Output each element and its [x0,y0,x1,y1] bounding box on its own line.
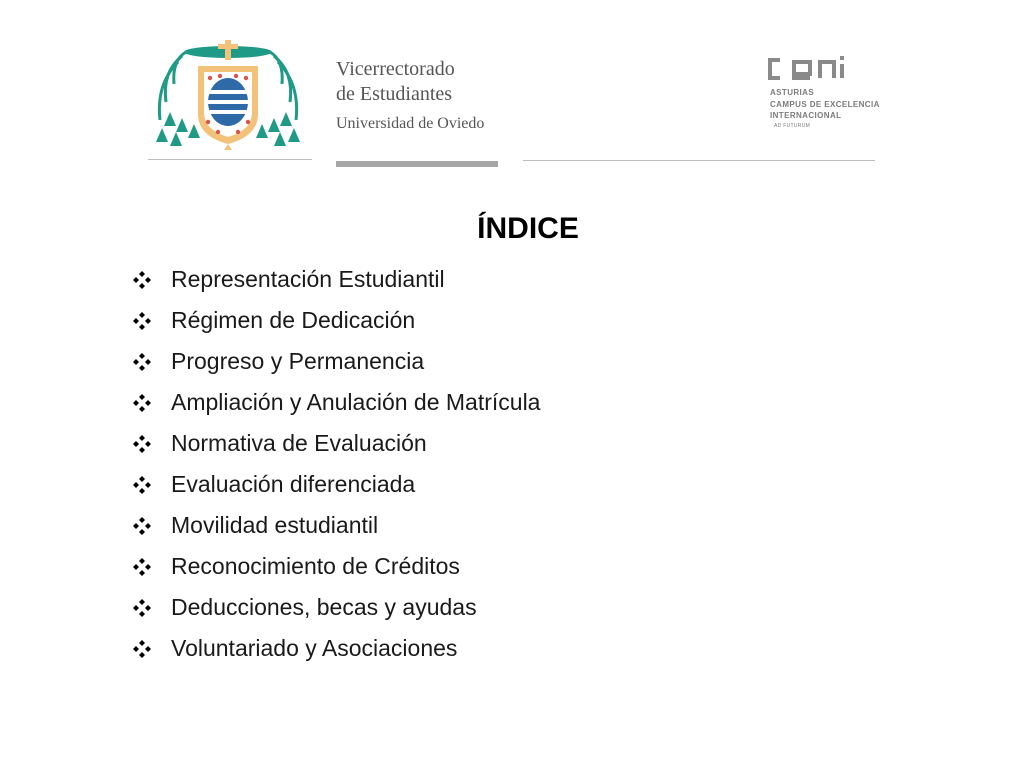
unit-line-3: Universidad de Oviedo [336,115,485,132]
index-item-label: Deducciones, becas y ayudas [171,594,477,620]
unit-line-1: Vicerrectorado [336,58,455,80]
index-item-label: Régimen de Dedicación [171,307,416,333]
index-item [133,300,540,341]
index-item-label: Reconocimiento de Créditos [171,553,460,579]
index-list [133,259,540,669]
four-diamond-bullet-icon [133,394,151,412]
four-diamond-bullet-icon [133,640,151,658]
cei-line-1: ASTURIAS [770,88,815,97]
index-item-label: Voluntariado y Asociaciones [171,635,458,661]
four-diamond-bullet-icon [133,476,151,494]
unit-line-2: de Estudiantes [336,83,453,105]
index-item [133,628,540,669]
four-diamond-bullet-icon [133,517,151,535]
index-item-label: Representación Estudiantil [171,266,445,292]
four-diamond-bullet-icon [133,271,151,289]
four-diamond-bullet-icon [133,312,151,330]
cei-line-4: AD FUTURUM [774,123,811,129]
index-item [133,464,540,505]
index-item-label: Movilidad estudiantil [171,512,379,538]
cei-line-2: CAMPUS DE EXCELENCIA [770,100,880,109]
four-diamond-bullet-icon [133,558,151,576]
index-item-label: Evaluación diferenciada [171,471,416,497]
index-item [133,587,540,628]
index-item-label: Progreso y Permanencia [171,348,425,374]
index-title: ÍNDICE [477,212,579,245]
index-item [133,423,540,464]
four-diamond-bullet-icon [133,353,151,371]
index-item [133,546,540,587]
header-rule-right [523,160,875,161]
index-item [133,259,540,300]
index-item [133,341,540,382]
university-crest-logo [152,32,304,150]
index-item [133,382,540,423]
index-item [133,505,540,546]
header-rule-middle [336,161,498,167]
header-rule-left [148,159,312,160]
index-item-label: Ampliación y Anulación de Matrícula [171,389,541,415]
cei-logo [768,54,850,82]
cei-line-3: INTERNACIONAL [770,111,842,120]
four-diamond-bullet-icon [133,435,151,453]
four-diamond-bullet-icon [133,599,151,617]
index-item-label: Normativa de Evaluación [171,430,427,456]
